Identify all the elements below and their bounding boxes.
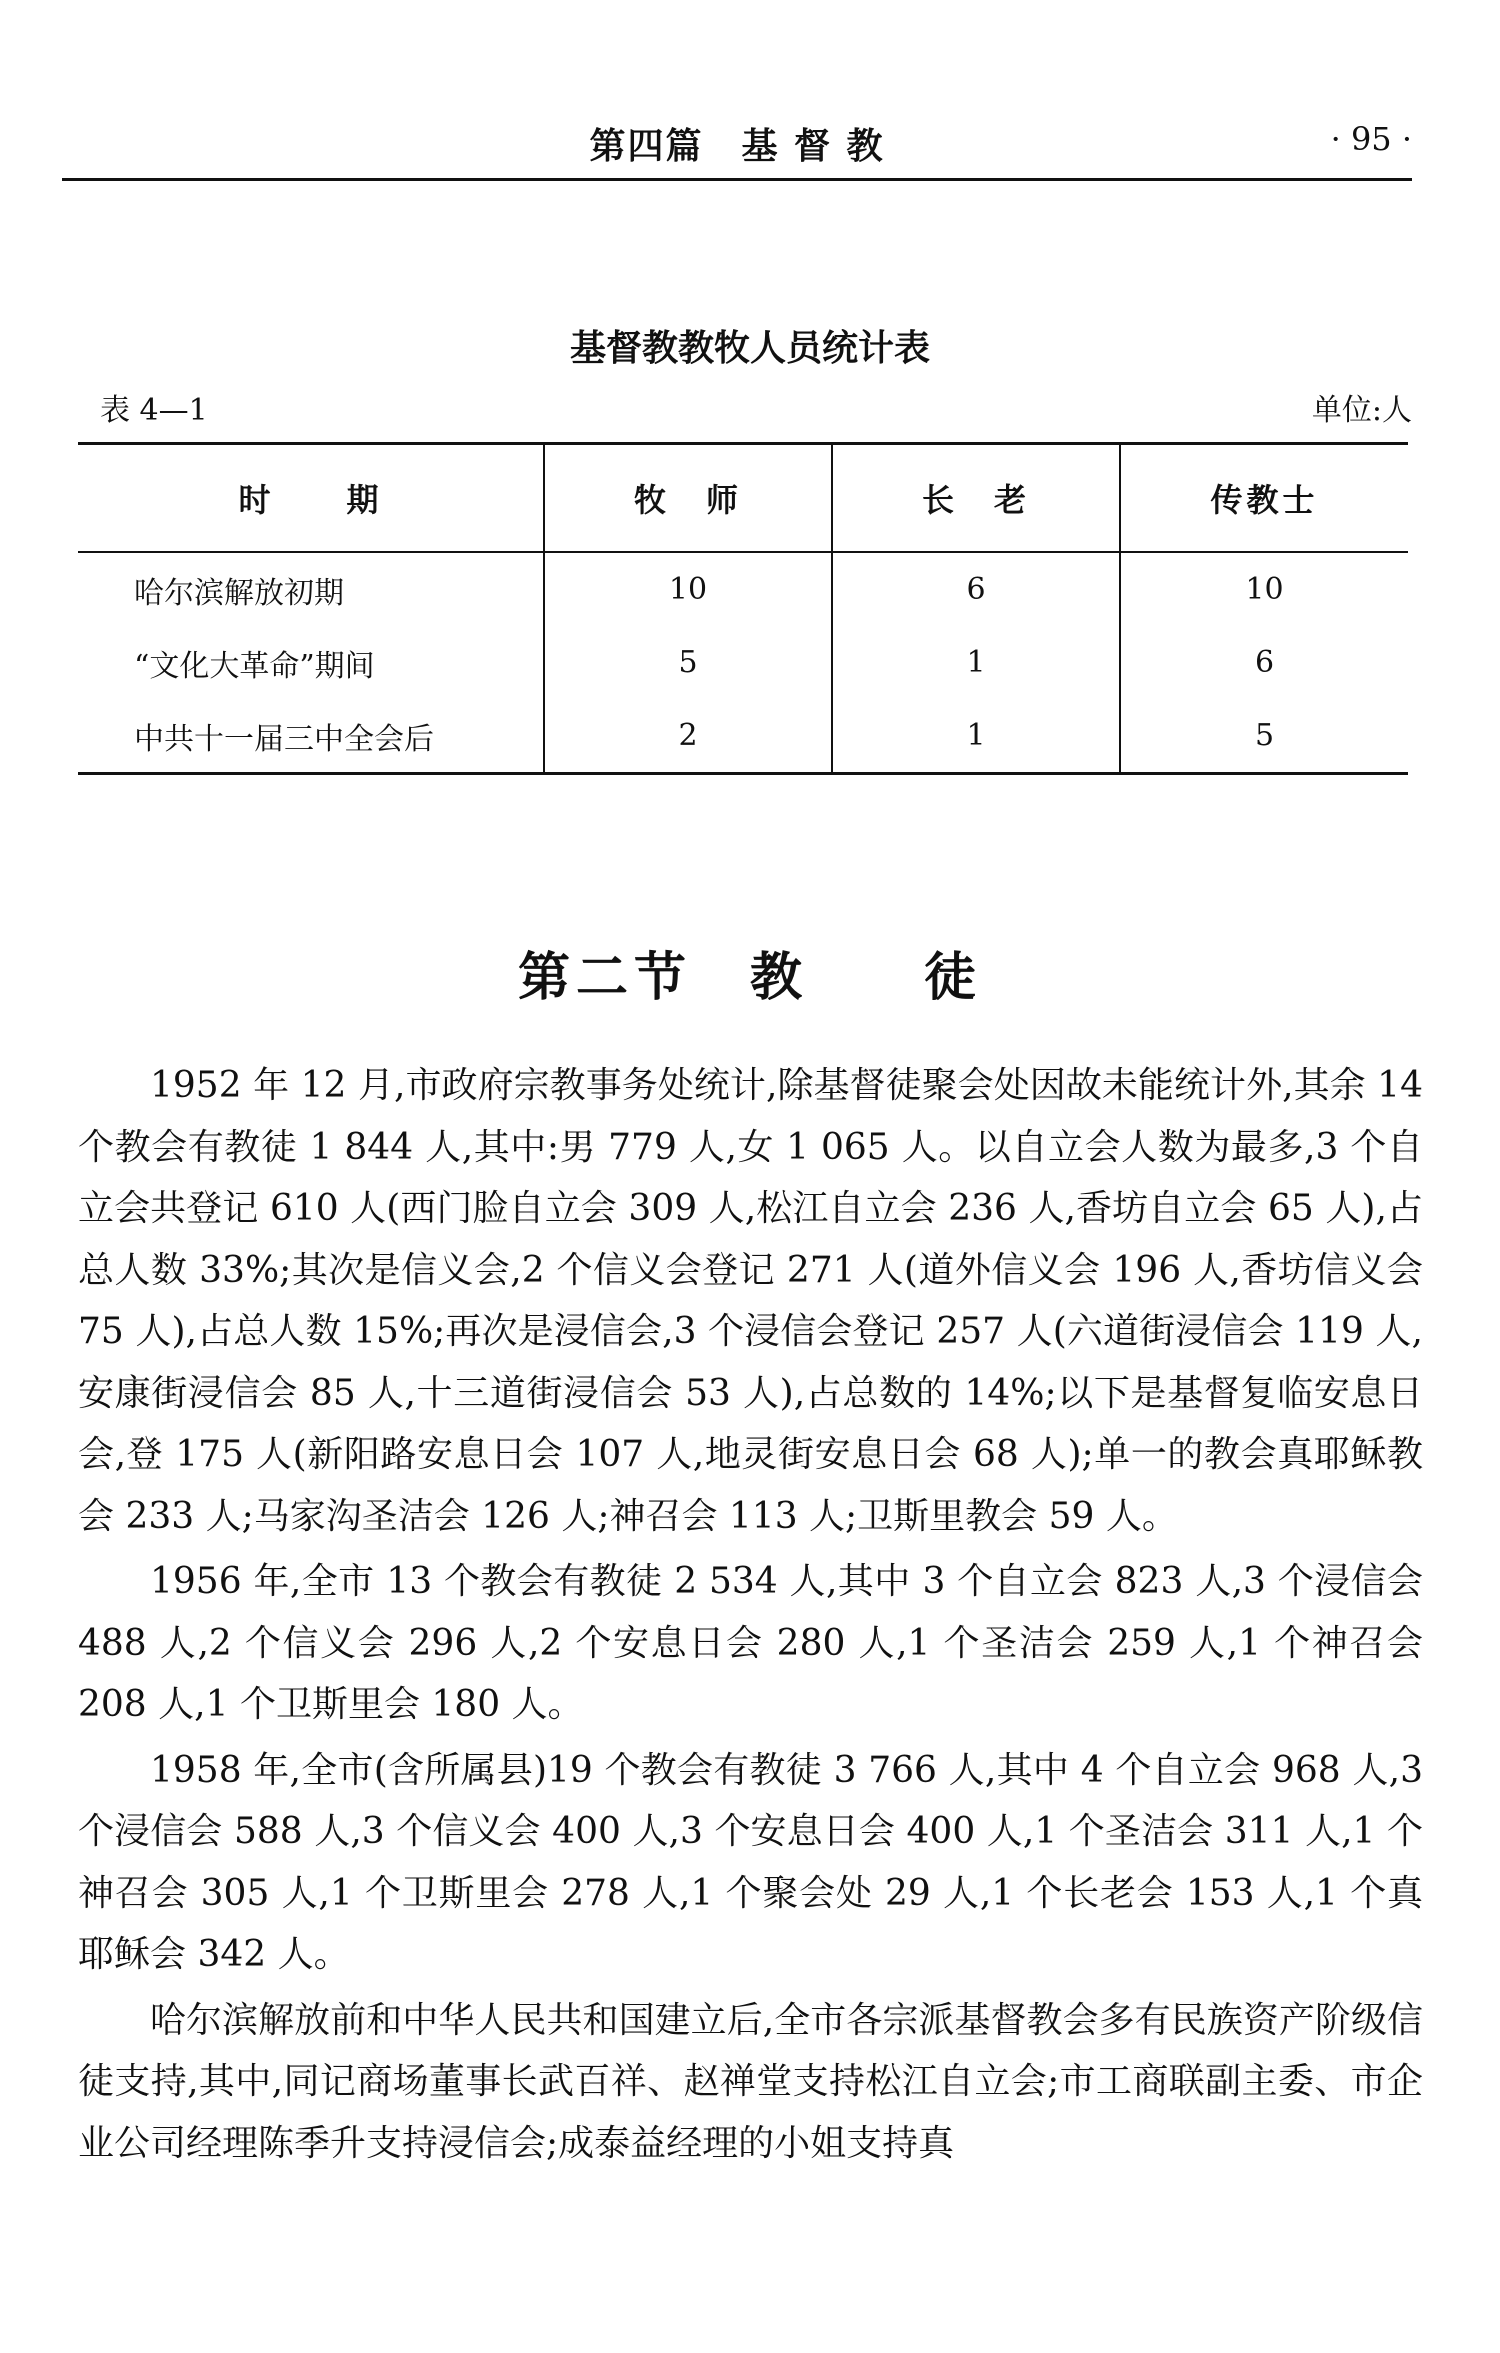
period-cell: 中共十一届三中全会后 [134,721,434,757]
period-cell: “文化大革命”期间 [134,648,375,684]
table-unit: 单位:人 [1311,393,1412,428]
table-meta [100,385,1412,428]
table-caption: 基督教教牧人员统计表 [569,328,930,369]
paragraph: 哈尔滨解放前和中华人民共和国建立后,全市各宗派基督教会多有民族资产阶级信徒支持,其中,同记商场董事长武百祥、赵禅堂支持松江自立会;市工商联副主委、市企业公司经理陈季升支持浸信会;成泰益经理的小姐支持真 [78,1999,1423,2164]
evangelist-count-cell: 6 [1120,626,1408,699]
paragraph: 1952 年 12 月,市政府宗教事务处统计,除基督徒聚会处因故未能统计外,其余 14 个教会有教徒 1 844 人,其中:男 779 人,女 1 065 人。以自立会人数为最多,3 个自立会共登记 610 人(西门脸自立会 309 人,松江自立会 236 人,香坊自立会 65 人),占总人数 33%;其次是信义会,2 个信义会登记 271 人(道外信义会 196 人,香坊信义会 75 人),占总人数 15%;再次是浸信会,3 个浸信会登记 257 人(六道街浸信会 119 人,安康街浸信会 85 人,十三道街浸信会 53 人),占总数的 14%;以下是基督复临安息日会,登 175 人(新阳路安息日会 107 人,地灵街安息日会 68 人);单一的教会真耶稣教会 233 人;马家沟圣洁会 126 人;神召会 113 人;卫斯里教会 59 人。 [78,1065,1423,1537]
column-header-pastor: 牧 师 [544,444,832,553]
column-header-period: 时 期 [238,481,383,519]
paragraph: 1958 年,全市(含所属县)19 个教会有教徒 3 766 人,其中 4 个自立会 968 人,3 个浸信会 588 人,3 个信义会 400 人,3 个安息日会 400 人,1 个圣洁会 311 人,1 个神召会 305 人,1 个卫斯里会 278 人,1 个聚会处 29 人,1 个长老会 153 人,1 个真耶稣会 342 人。 [78,1749,1423,1975]
elder-count-cell: 1 [832,699,1120,774]
section-title: 第二节 教 徒 [517,948,982,1008]
table-row [78,626,1408,699]
body-text [78,1055,1423,2178]
pastor-count-cell: 5 [544,626,832,699]
header-rule [62,178,1412,181]
elder-count-cell: 1 [832,626,1120,699]
page-header [62,118,1412,178]
column-header-evangelist: 传教士 [1120,444,1408,553]
period-cell: 哈尔滨解放初期 [134,575,344,611]
table-row [78,552,1408,626]
page-number: · 95 · [1330,120,1412,158]
table-number: 表 4—1 [100,393,208,428]
column-header-elder: 长 老 [832,444,1120,553]
paragraph: 1956 年,全市 13 个教会有教徒 2 534 人,其中 3 个自立会 823 人,3 个浸信会 488 人,2 个信义会 296 人,2 个安息日会 280 人,1 个圣洁会 259 人,1 个神召会 208 人,1 个卫斯里会 180 人。 [78,1561,1423,1725]
running-header-title: 第四篇 基 督 教 [589,126,885,167]
clergy-statistics-table [78,442,1408,775]
pastor-count-cell: 2 [544,699,832,774]
pastor-count-cell: 10 [544,552,832,626]
table-header-row [78,444,1408,553]
evangelist-count-cell: 10 [1120,552,1408,626]
elder-count-cell: 6 [832,552,1120,626]
evangelist-count-cell: 5 [1120,699,1408,774]
table-row [78,699,1408,774]
